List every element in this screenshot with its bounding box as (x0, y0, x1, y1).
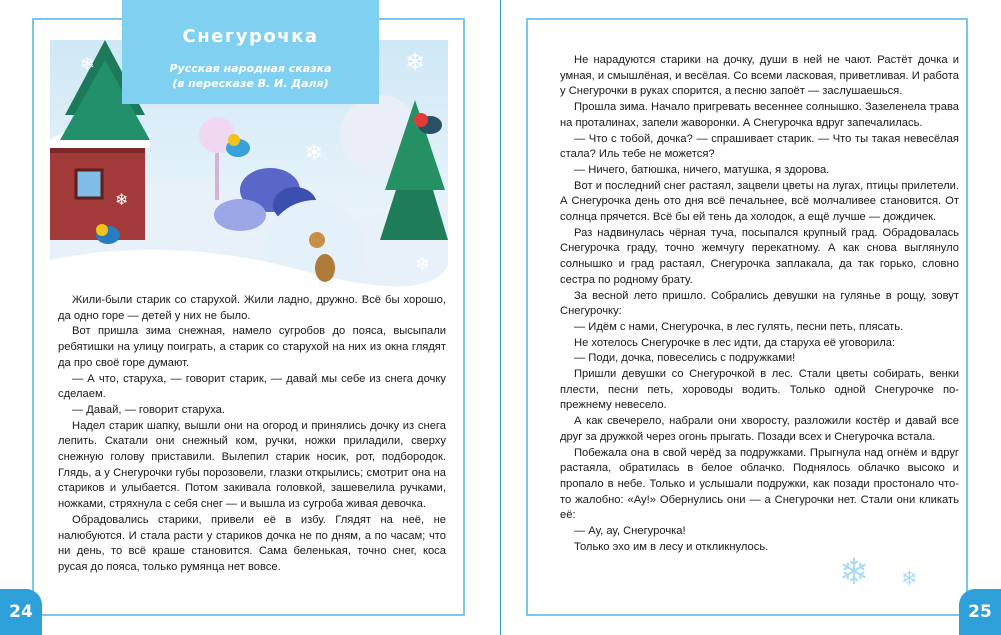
subtitle (122, 61, 379, 91)
paragraph: — Давай, — говорит старуха. (72, 403, 225, 416)
subtitle-line-2: (в пересказе В. И. Даля) (172, 77, 329, 90)
paragraph: Пришли девушки со Снегурочкой в лес. Стали цветы собирать, венки плести, песни петь, хороводы водить. Только одной Снегурочке по-прежнему невесело. (560, 368, 959, 412)
right-text-body (560, 53, 959, 556)
subtitle-line-1: Русская народная сказка (169, 62, 332, 75)
title-banner (122, 0, 379, 104)
paragraph: Не хотелось Снегурочке в лес идти, да старуха её уговорила: (574, 336, 896, 349)
svg-text:❄: ❄ (405, 48, 426, 76)
page-number: 24 (0, 589, 42, 635)
paragraph: — Идём с нами, Снегурочка, в лес гулять, песни петь, плясать. (574, 320, 904, 333)
paragraph: — Ничего, батюшка, ничего, матушка, я здорова. (574, 163, 830, 176)
paragraph: За весной лето пришло. Собрались девушки на гулянье в рощу, зовут Снегурочку: (560, 289, 959, 318)
paragraph: Только эхо им в лесу и откликнулось. (574, 540, 769, 553)
right-page (501, 0, 1001, 635)
left-page (0, 0, 500, 635)
paragraph: — Поди, дочка, повеселись с подружками! (574, 352, 796, 365)
snowflake-icon: ❄ (901, 566, 918, 590)
left-text-body (58, 293, 446, 576)
svg-text:❄: ❄ (170, 255, 184, 274)
paragraph: Вот пришла зима снежная, намело сугробов до пояса, высыпали ребятишки на улицу поиграть, а старик со старухой на них из окна глядят да про своё горе думают. (58, 325, 446, 369)
paragraph: — А что, старуха, — говорит старик, — давай мы себе из снега дочку сделаем. (58, 372, 446, 401)
snowflake-icon: ❄ (839, 552, 870, 593)
svg-text:❄: ❄ (115, 190, 129, 209)
paragraph: Раз надвинулась чёрная туча, посыпался крупный град. Обрадовалась Снегурочка граду, точно жемчугу перекатному. А как снова выглянуло солнышко и град растаял, Снегурочка заплакала, да так горько, словно сестра по родному брату. (560, 226, 959, 286)
paragraph: Жили-были старик со старухой. Жили ладно, дружно. Всё бы хорошо, да одно горе — детей у них не было. (58, 294, 446, 322)
svg-text:❄: ❄ (305, 141, 324, 166)
paragraph: — Ау, ау, Снегурочка! (574, 525, 686, 538)
page-number: 25 (959, 589, 1001, 635)
page-title: Снегурочка (182, 26, 319, 47)
paragraph: Побежала она в свой черёд за подружками. Прыгнула над огнём и вдруг растаяла, обратилась в белое облачко. Поднялось облачко высоко и пропало в небе. Только и услышали подружки, как позади простонало что-то жалобно: «Ау!» Обернулись они — а Снегурочки нет. Стали они кликать её: (560, 446, 959, 522)
paragraph: Прошла зима. Начало пригревать весеннее солнышко. Зазеленела трава на проталинах, запели жаворонки. А Снегурочка вдруг запечалилась. (560, 101, 959, 129)
paragraph: Надел старик шапку, вышли они на огород и принялись дочку из снега лепить. Скатали они снежный ком, ручки, ножки приладили, сверху снежную голову приставили. Вылепил старик носик, рот, подбородок. Глядь, а у Снегурочки губы порозовели, глазки открылись; смотрит она на стариков и улыбается. Потом закивала головкой, зашевелила ручками, ножками, стряхнула с себя снег — и вышла из сугроба живая девочка. (58, 419, 446, 511)
paragraph: Вот и последний снег растаял, зацвели цветы на лугах, птицы прилетели. А Снегурочка день ото дня всё печальнее, всё молчаливее становится. От солнца прячется. Всё бы ей тень да холодок, а ещё лучше — дождичек. (560, 179, 959, 224)
paragraph: Не нарадуются старики на дочку, души в ней не чают. Растёт дочка и умная, и смышлёная, и весёлая. Со всеми ласковая, приветливая. И работа у Снегурочки в руках спорится, а песню запоёт — заслушаешься. (560, 54, 959, 98)
svg-text:❄: ❄ (80, 54, 96, 75)
svg-text:❄: ❄ (415, 254, 431, 275)
paragraph: Обрадовались старики, привели её в избу. Глядят на неё, не налюбуются. И стала расти у стариков дочка не по дням, а по часам; что ни день, то всё краше становится. Сама беленькая, точно снег, коса русая до пояса, только румянца нет вовсе. (58, 513, 446, 573)
paragraph: — Что с тобой, дочка? — спрашивает старик. — Что ты такая невесёлая стала? Иль тебе не можется? (560, 132, 959, 161)
paragraph: А как свечерело, набрали они хворосту, разложили костёр и давай все друг за дружкой через огонь прыгать. Позади всех и Снегурочка встала. (560, 415, 959, 443)
